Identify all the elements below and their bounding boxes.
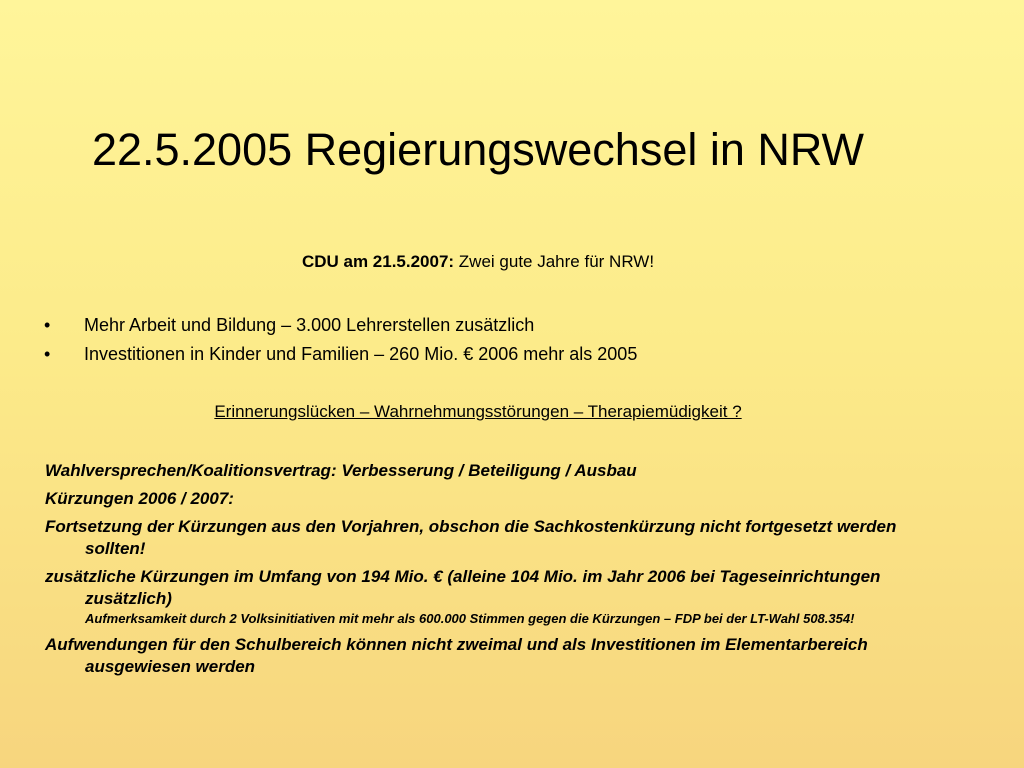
paragraph-text: Fortsetzung der Kürzungen aus den Vorjahren, obschon die Sachkostenkürzung nicht fortgesetzt werden sollten! bbox=[45, 517, 897, 558]
paragraph bbox=[45, 488, 925, 510]
slide-subtitle bbox=[0, 251, 956, 273]
paragraph bbox=[45, 566, 925, 628]
bullet-dot-icon: • bbox=[44, 344, 51, 364]
paragraph-text: Aufwendungen für den Schulbereich können nicht zweimal und als Investitionen im Elementarbereich ausgewiesen werden bbox=[45, 635, 868, 676]
body-text bbox=[45, 460, 925, 684]
paragraph bbox=[45, 516, 925, 560]
underlined-heading: Erinnerungslücken – Wahrnehmungsstörungen – Therapiemüdigkeit ? bbox=[214, 402, 742, 421]
bullet-text: Mehr Arbeit und Bildung – 3.000 Lehrerstellen zusätzlich bbox=[84, 315, 535, 335]
bullet-dot-icon: • bbox=[44, 315, 51, 335]
bullet-list bbox=[44, 311, 637, 369]
bullet-item bbox=[44, 340, 637, 369]
bullet-text: Investitionen in Kinder und Familien – 260 Mio. € 2006 mehr als 2005 bbox=[84, 344, 638, 364]
subtitle-bold-part: CDU am 21.5.2007: bbox=[301, 252, 455, 271]
paragraph-text: Kürzungen 2006 / 2007: bbox=[45, 489, 234, 508]
paragraph-text: zusätzliche Kürzungen im Umfang von 194 Mio. € (alleine 104 Mio. im Jahr 2006 bei Tageseinrichtungen zusätzlich) bbox=[45, 567, 881, 608]
paragraph-note: Aufmerksamkeit durch 2 Volksinitiativen mit mehr als 600.000 Stimmen gegen die Kürzungen – FDP bei der LT-Wahl 508.354! bbox=[85, 611, 855, 626]
slide-title: 22.5.2005 Regierungswechsel in NRW bbox=[91, 124, 865, 175]
paragraph-text: Wahlversprechen/Koalitionsvertrag: Verbesserung / Beteiligung / Ausbau bbox=[45, 461, 637, 480]
paragraph bbox=[45, 634, 925, 678]
bullet-item bbox=[44, 311, 637, 340]
paragraph bbox=[45, 460, 925, 482]
subtitle-regular-part: Zwei gute Jahre für NRW! bbox=[454, 252, 655, 271]
